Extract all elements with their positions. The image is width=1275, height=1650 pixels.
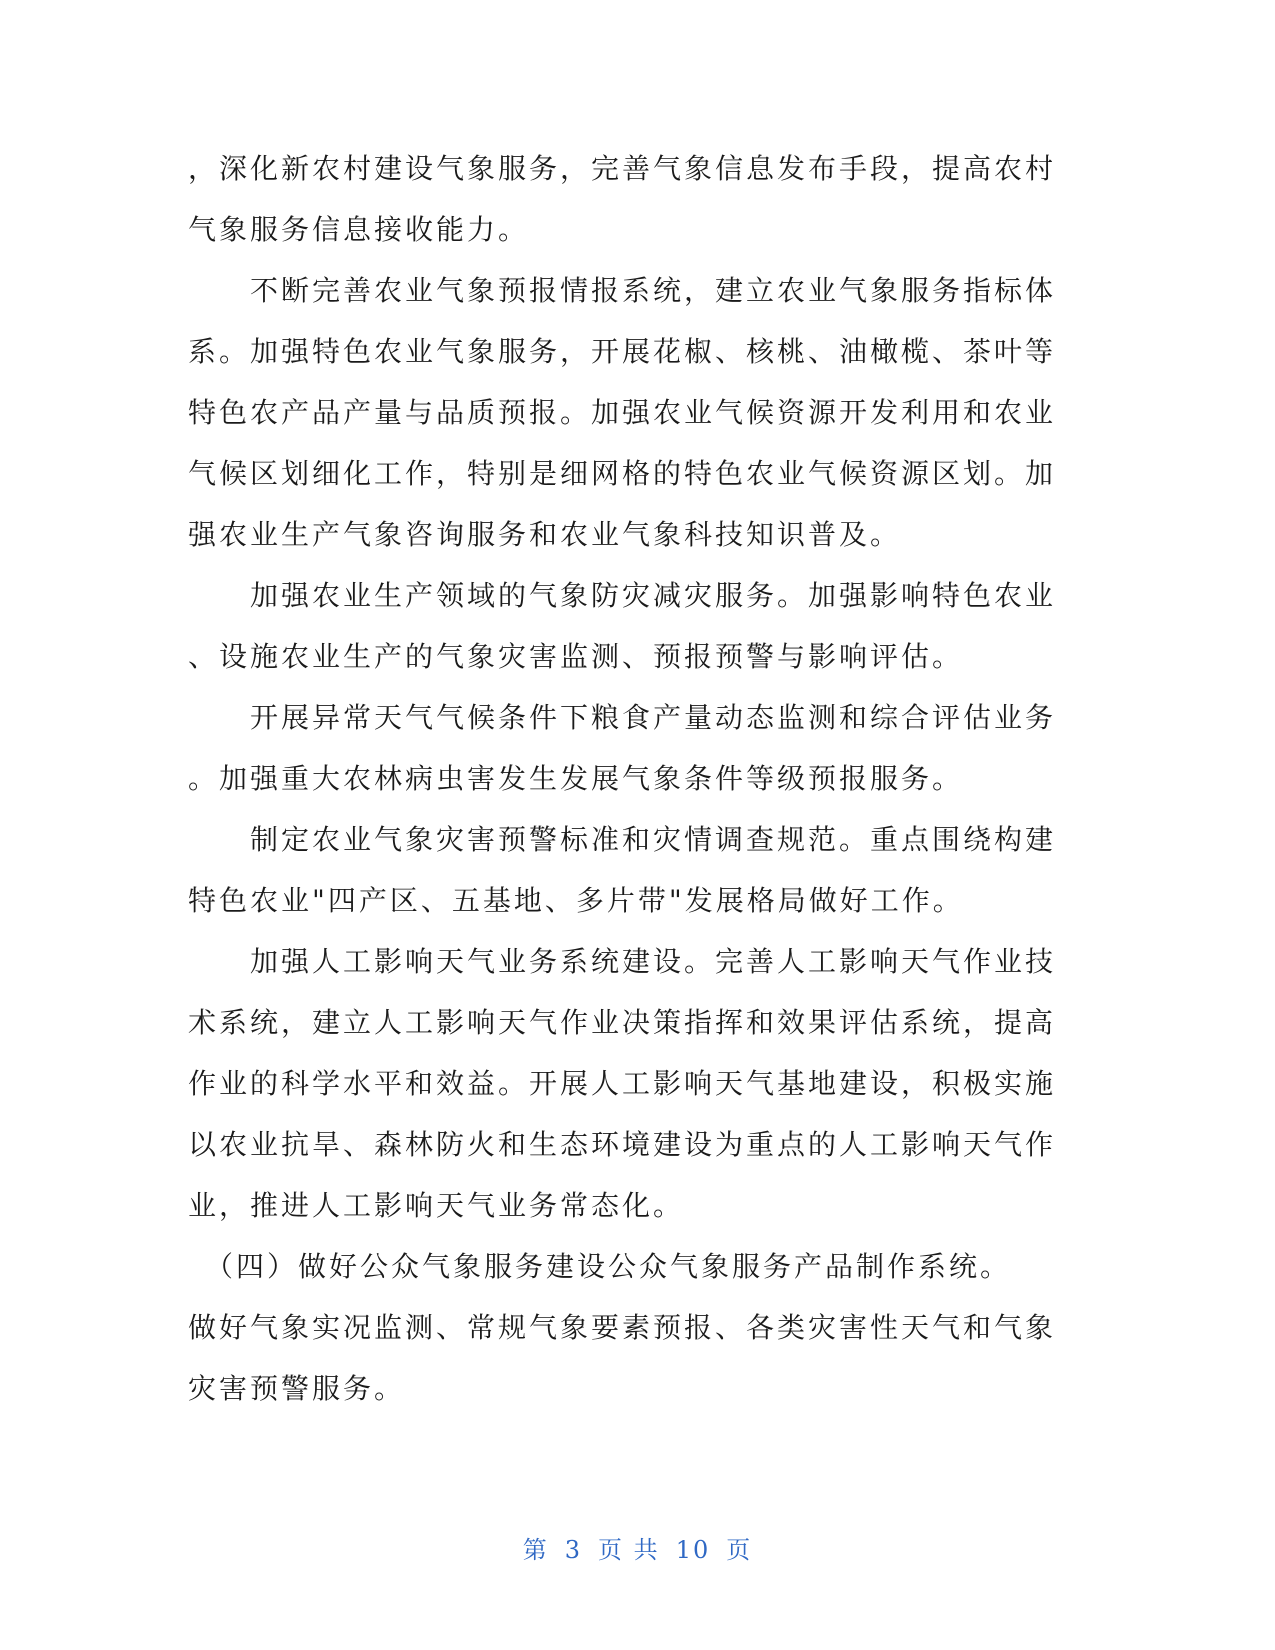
text-line: 强农业生产气象咨询服务和农业气象科技知识普及。 (188, 518, 902, 551)
text-line: 加强农业生产领域的气象防灾减灾服务。加强影响特色农业 (188, 579, 1057, 612)
page-total: 10 (675, 1536, 711, 1564)
text-line: 制定农业气象灾害预警标准和灾情调查规范。重点围绕构建 (188, 823, 1057, 856)
footer-middle: 页 共 (598, 1536, 660, 1564)
text-line: 作业的科学水平和效益。开展人工影响天气基地建设，积极实施 (188, 1067, 1057, 1100)
text-line: 特色农产品产量与品质预报。加强农业气候资源开发利用和农业 (188, 396, 1057, 429)
text-line: 业，推进人工影响天气业务常态化。 (188, 1189, 685, 1222)
text-line: 特色农业"四产区、五基地、多片带"发展格局做好工作。 (188, 884, 964, 917)
text-line: 术系统，建立人工影响天气作业决策指挥和效果评估系统，提高 (188, 1006, 1057, 1039)
page-footer (0, 1530, 1275, 1565)
text-line: 开展异常天气气候条件下粮食产量动态监测和综合评估业务 (188, 701, 1057, 734)
text-line: 、设施农业生产的气象灾害监测、预报预警与影响评估。 (188, 640, 964, 673)
document-body (188, 138, 1057, 1419)
footer-prefix: 第 (522, 1536, 549, 1564)
footer-suffix: 页 (726, 1536, 753, 1564)
text-line: 。加强重大农林病虫害发生发展气象条件等级预报服务。 (188, 762, 964, 795)
text-line: 灾害预警服务。 (188, 1372, 406, 1405)
text-line: ，深化新农村建设气象服务，完善气象信息发布手段，提高农村 (188, 152, 1057, 185)
text-line: 不断完善农业气象预报情报系统，建立农业气象服务指标体 (188, 274, 1057, 307)
text-line: 系。加强特色农业气象服务，开展花椒、核桃、油橄榄、茶叶等 (188, 335, 1057, 368)
text-line: （四）做好公众气象服务建设公众气象服务产品制作系统。 (188, 1250, 1012, 1283)
text-line: 气候区划细化工作，特别是细网格的特色农业气候资源区划。加 (188, 457, 1057, 490)
text-line: 做好气象实况监测、常规气象要素预报、各类灾害性天气和气象 (188, 1311, 1057, 1344)
text-line: 加强人工影响天气业务系统建设。完善人工影响天气作业技 (188, 945, 1057, 978)
page-number: 3 (564, 1536, 583, 1564)
text-line: 以农业抗旱、森林防火和生态环境建设为重点的人工影响天气作 (188, 1128, 1057, 1161)
text-line: 气象服务信息接收能力。 (188, 213, 530, 246)
